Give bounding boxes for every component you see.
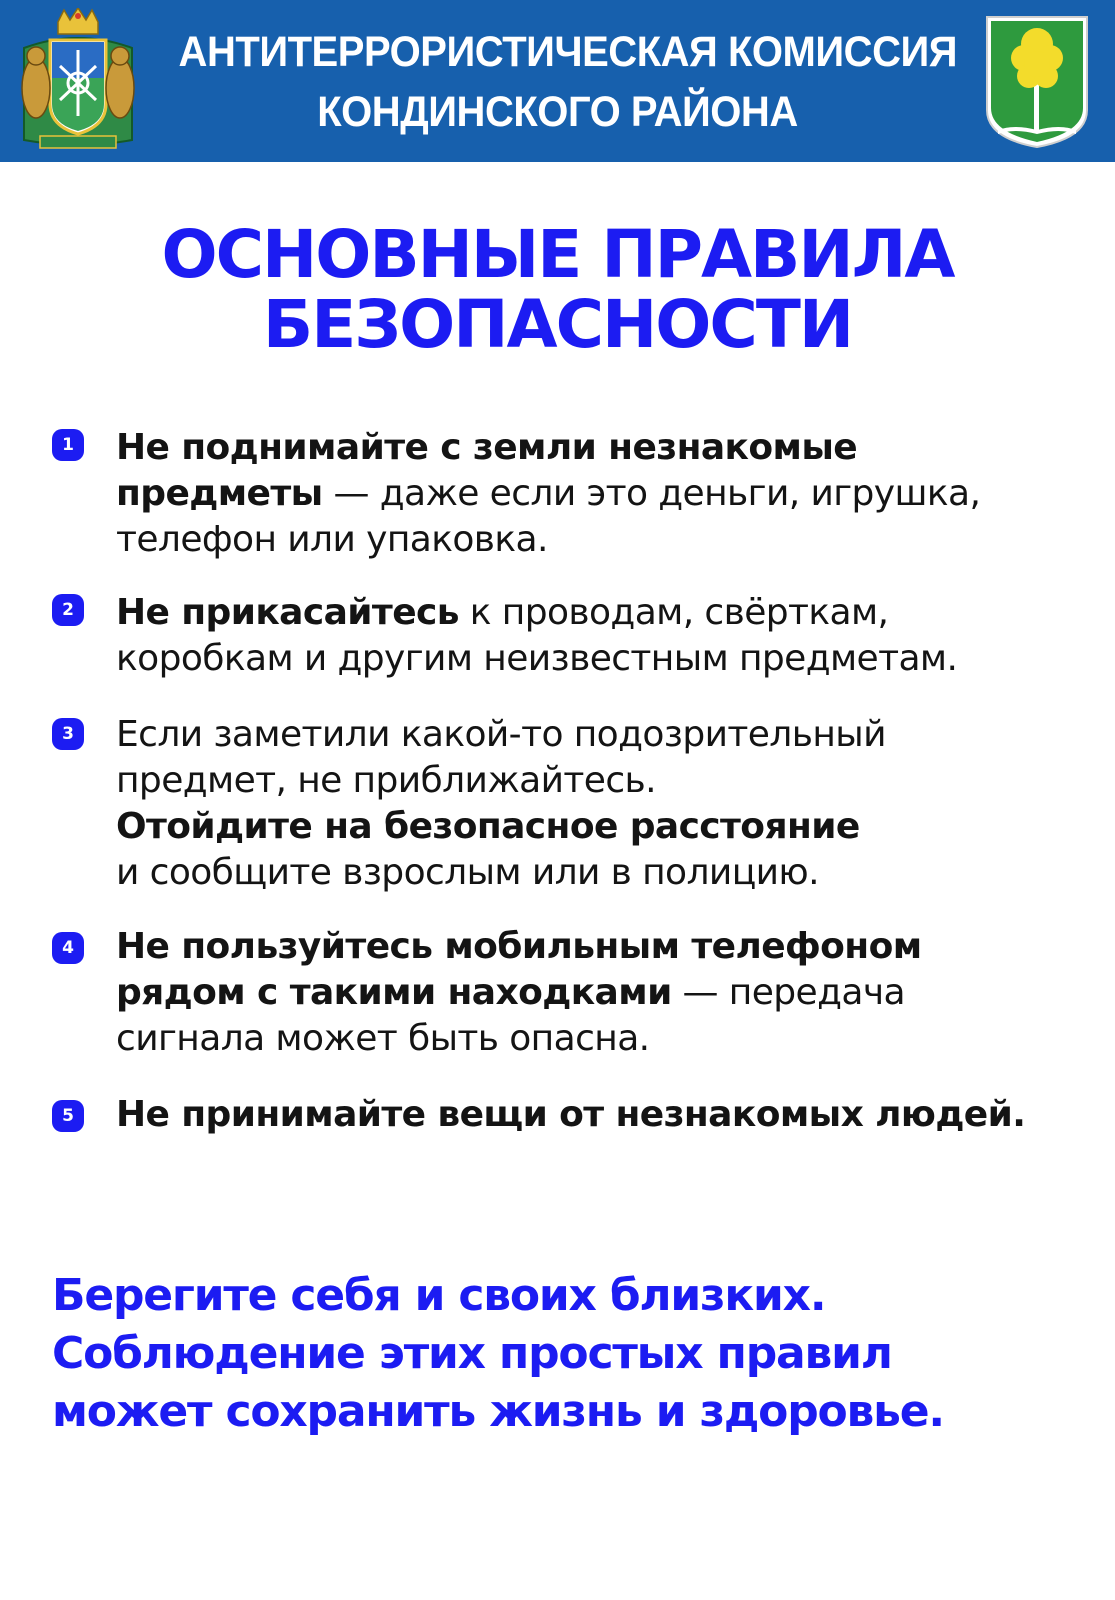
number-badge: 4 [52,932,84,964]
number-badge: 2 [52,594,84,626]
commission-name-line-2: КОНДИНСКОГО РАЙОНА [317,88,798,136]
page-title [0,216,1115,363]
rule-text [116,425,1076,563]
rule-line: Отойдите на безопасное расстояние [116,806,860,847]
rule-text [116,712,1076,896]
coat-of-arms-khmao-icon [14,8,142,154]
rule-line: Не принимайте вещи от незнакомых людей. [116,1094,1026,1135]
commission-name-line-1: АНТИТЕРРОРИСТИЧЕСКАЯ КОМИССИЯ [178,28,958,76]
commission-name [178,22,958,142]
number-badge: 3 [52,718,84,750]
page-title-line-1: ОСНОВНЫЕ ПРАВИЛА [161,216,954,293]
closing-message [52,1267,1092,1441]
rule-line: Не прикасайтесь к проводам, свёрткам, [116,592,889,633]
rule-line: Если заметили какой-то подозрительный [116,714,886,755]
rule-line: сигнала может быть опасна. [116,1018,650,1059]
rule-text [116,1092,1076,1138]
page-title-line-2: БЕЗОПАСНОСТИ [262,286,853,363]
rule-line: коробкам и другим неизвестным предметам. [116,638,958,679]
rule-line: предмет, не приближайтесь. [116,760,656,801]
coat-of-arms-kondinsky-district-icon [984,14,1090,150]
number-badge: 1 [52,429,84,461]
rule-line: и сообщите взрослым или в полицию. [116,852,819,893]
rule-line: телефон или упаковка. [116,519,548,560]
rule-line: предметы — даже если это деньги, игрушка, [116,473,981,514]
number-badge: 5 [52,1100,84,1132]
rule-line: Не поднимайте с земли незнакомые [116,427,858,468]
rule-line: рядом с такими находками — передача [116,972,905,1013]
closing-message-line-2: Соблюдение этих простых правил [52,1328,892,1379]
closing-message-line-1: Берегите себя и своих близких. [52,1270,826,1321]
rule-text [116,924,1076,1062]
rule-text [116,590,1076,682]
rule-line: Не пользуйтесь мобильным телефоном [116,926,922,967]
header-banner [0,0,1115,162]
closing-message-line-3: может сохранить жизнь и здоровье. [52,1386,944,1437]
